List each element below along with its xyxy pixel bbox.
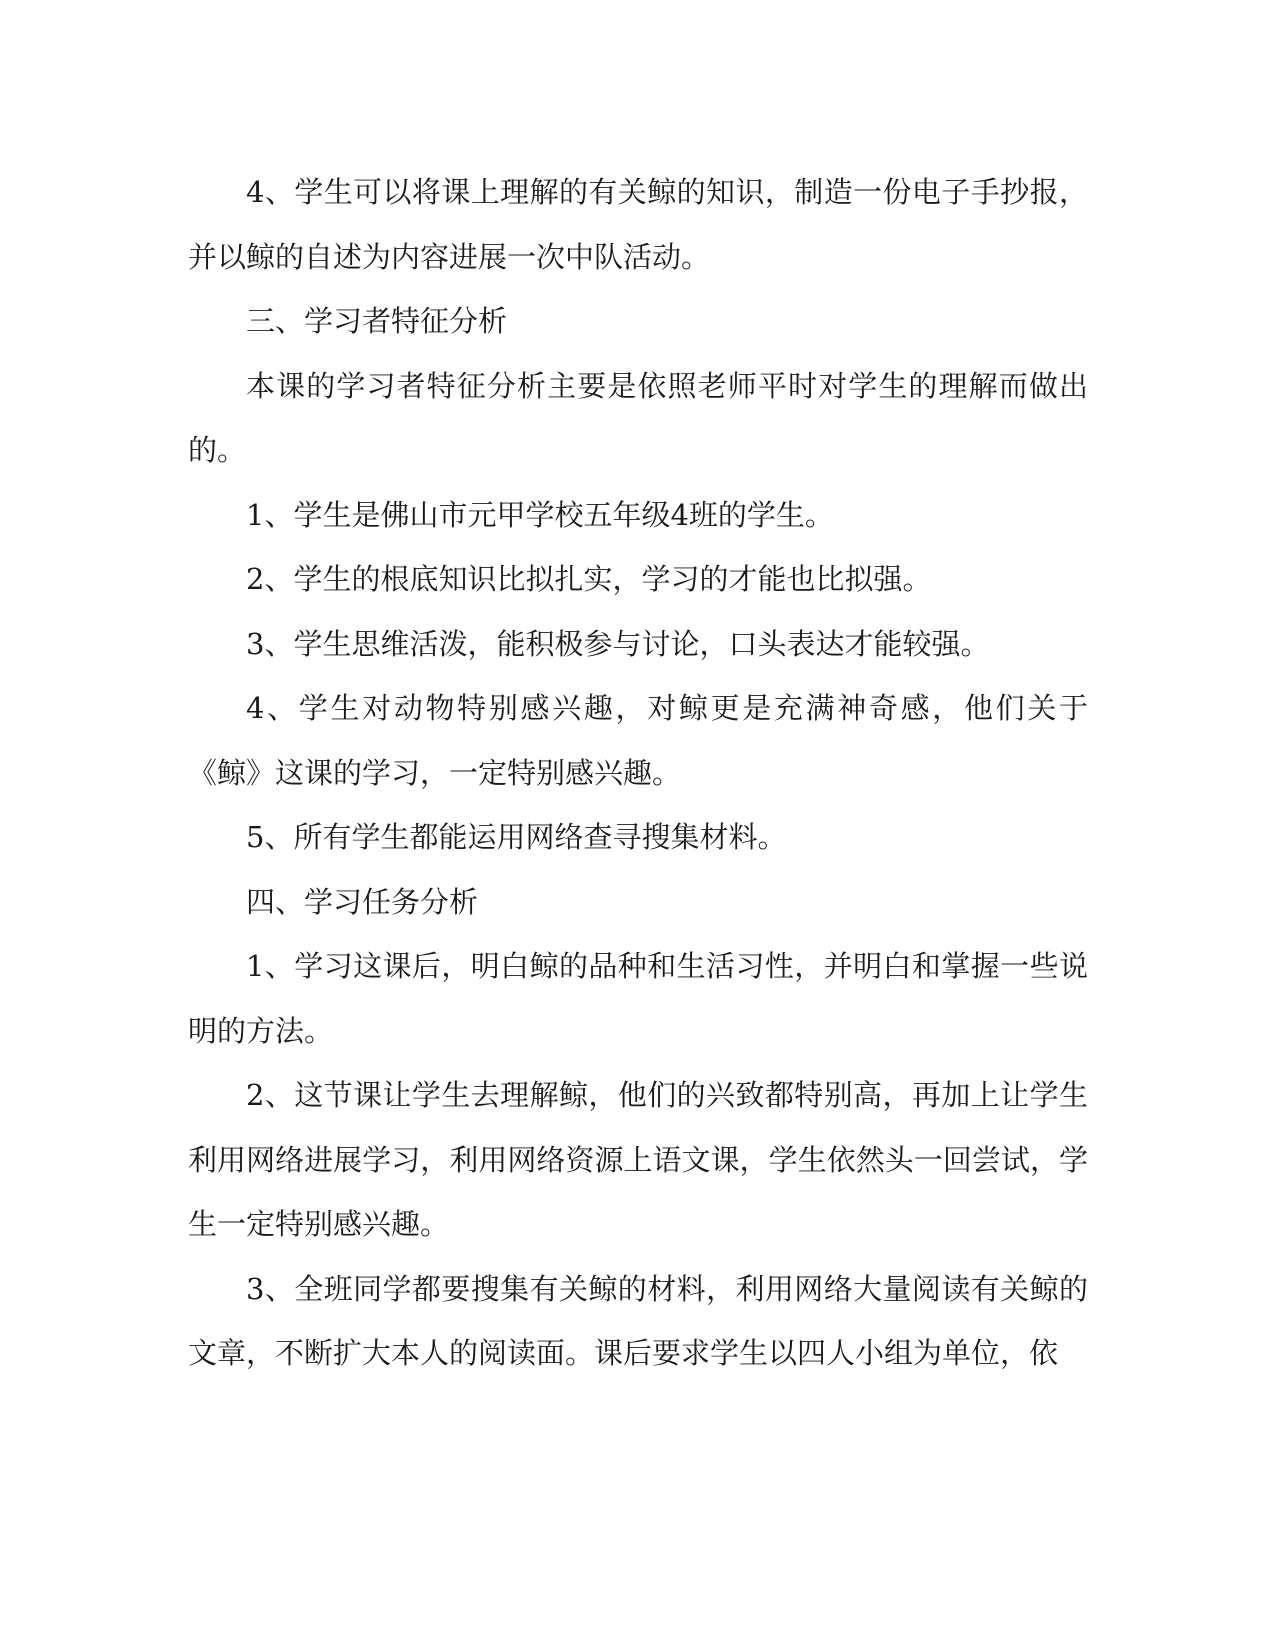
paragraph-task-item-2: 2、这节课让学生去理解鲸，他们的兴致都特别高，再加上让学生利用网络进展学习，利用网络资源上语文课，学生依然头一回尝试，学生一定特别感兴趣。 — [188, 1078, 1088, 1241]
document-body — [188, 160, 1088, 1386]
paragraph-learner-intro: 本课的学习者特征分析主要是依照老师平时对学生的理解而做出的。 — [188, 368, 1088, 467]
paragraph-learner-item-4: 4、学生对动物特别感兴趣，对鲸更是充满神奇感，他们关于《鲸》这课的学习，一定特别感兴趣。 — [188, 691, 1088, 790]
paragraph-item-4-handout: 4、学生可以将课上理解的有关鲸的知识，制造一份电子手抄报，并以鲸的自述为内容进展一次中队活动。 — [188, 175, 1088, 274]
paragraph-learner-item-5: 5、所有学生都能运用网络查寻搜集材料。 — [246, 820, 787, 854]
paragraph-task-item-1: 1、学习这课后，明白鲸的品种和生活习性，并明白和掌握一些说明的方法。 — [188, 949, 1088, 1048]
section-heading-learner-analysis: 三、学习者特征分析 — [246, 304, 508, 338]
section-heading-task-analysis: 四、学习任务分析 — [246, 884, 479, 919]
paragraph-learner-item-3: 3、学生思维活泼，能积极参与讨论，口头表达才能较强。 — [246, 626, 990, 661]
paragraph-task-item-3: 3、全班同学都要搜集有关鲸的材料，利用网络大量阅读有关鲸的文章，不断扩大本人的阅读面。课后要求学生以四人小组为单位，依 — [188, 1271, 1088, 1370]
paragraph-learner-item-2: 2、学生的根底知识比拟扎实，学习的才能也比拟强。 — [246, 562, 932, 596]
paragraph-learner-item-1: 1、学生是佛山市元甲学校五年级4班的学生。 — [246, 497, 834, 532]
